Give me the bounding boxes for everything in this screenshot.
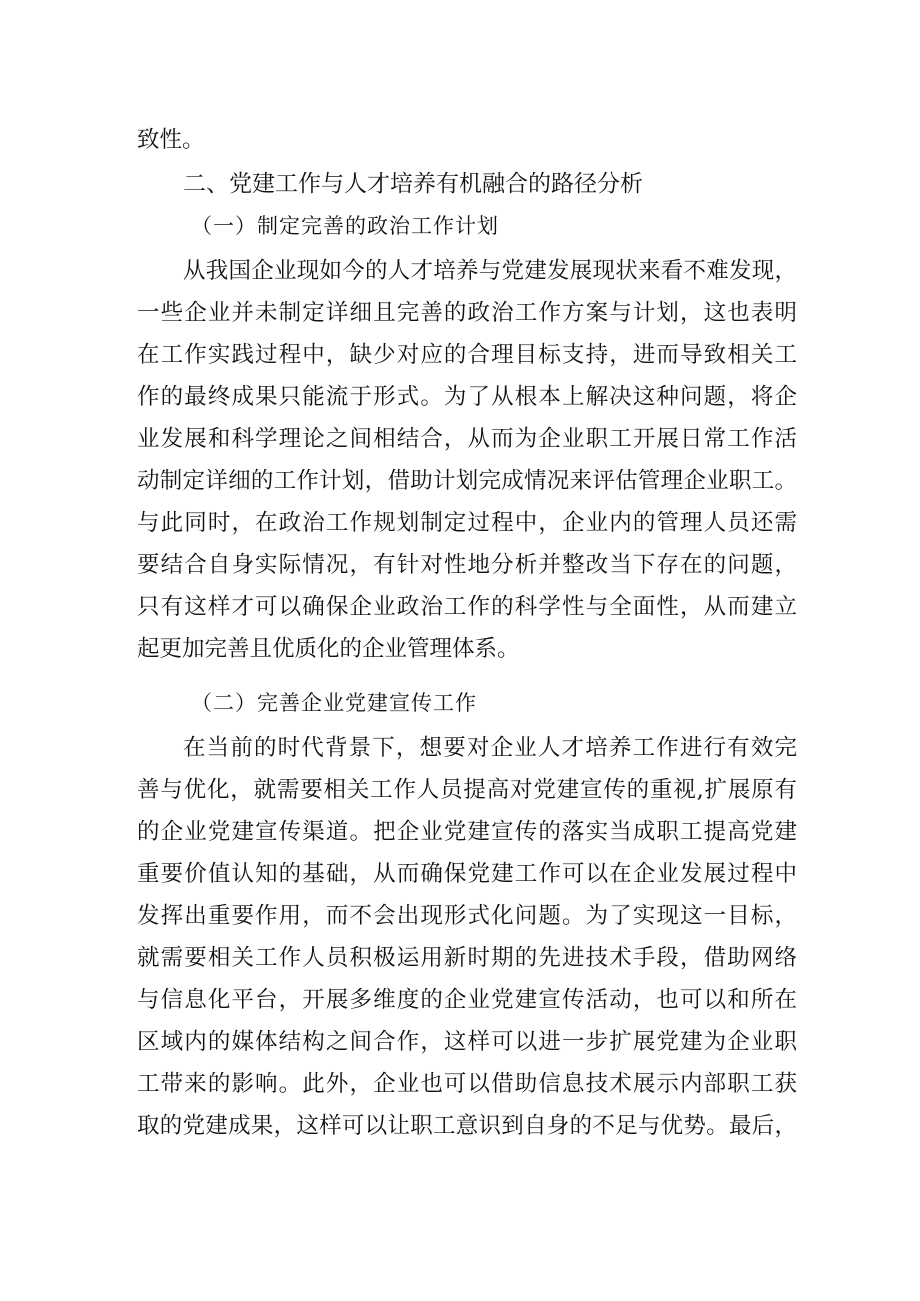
section-heading: 二、党建工作与人才培养有机融合的路径分析 <box>183 171 643 197</box>
paragraph-1-line: 作的最终成果只能流于形式。为了从根本上解决这种问题，将企 <box>137 384 797 410</box>
carry-over-text: 致性。 <box>137 127 205 153</box>
paragraph-1-line: 与此同时，在政治工作规划制定过程中，企业内的管理人员还需 <box>137 510 797 536</box>
paragraph-1-line: 业发展和科学理论之间相结合，从而为企业职工开展日常工作活 <box>137 426 797 452</box>
paragraph-2-line: 工带来的影响。此外，企业也可以借助信息技术展示内部职工获 <box>137 1071 797 1097</box>
subsection-2-title: （二）完善企业党建宣传工作 <box>191 691 477 715</box>
paragraph-2-line: 在当前的时代背景下，想要对企业人才培养工作进行有效完 <box>183 735 797 761</box>
paragraph-1-line: 从我国企业现如今的人才培养与党建发展现状来看不难发现， <box>183 258 797 284</box>
paragraph-2-line: 取的党建成果，这样可以让职工意识到自身的不足与优势。最后， <box>137 1113 797 1139</box>
paragraph-2-line: 就需要相关工作人员积极运用新时期的先进技术手段，借助网络 <box>137 945 797 971</box>
paragraph-1-line: 一些企业并未制定详细且完善的政治工作方案与计划，这也表明 <box>137 300 797 326</box>
paragraph-1-line: 只有这样才可以确保企业政治工作的科学性与全面性，从而建立 <box>137 594 797 620</box>
paragraph-1-line: 要结合自身实际情况，有针对性地分析并整改当下存在的问题， <box>137 552 797 578</box>
paragraph-1-line: 动制定详细的工作计划，借助计划完成情况来评估管理企业职工。 <box>137 468 797 494</box>
paragraph-2-line: 区域内的媒体结构之间合作，这样可以进一步扩展党建为企业职 <box>137 1029 797 1055</box>
paragraph-2-line: 发挥出重要作用，而不会出现形式化问题。为了实现这一目标， <box>137 903 797 929</box>
paragraph-2-line: 的企业党建宣传渠道。把企业党建宣传的落实当成职工提高党建 <box>137 819 797 845</box>
subsection-1-title: （一）制定完善的政治工作计划 <box>191 214 499 238</box>
paragraph-2-line: 重要价值认知的基础，从而确保党建工作可以在企业发展过程中 <box>137 861 797 887</box>
paragraph-2-line: 与信息化平台，开展多维度的企业党建宣传活动，也可以和所在 <box>137 987 797 1013</box>
paragraph-1-line: 起更加完善且优质化的企业管理体系。 <box>137 636 520 662</box>
paragraph-2-line: 善与优化，就需要相关工作人员提高对党建宣传的重视,扩展原有 <box>137 777 797 803</box>
paragraph-1-line: 在工作实践过程中，缺少对应的合理目标支持，进而导致相关工 <box>137 342 797 368</box>
